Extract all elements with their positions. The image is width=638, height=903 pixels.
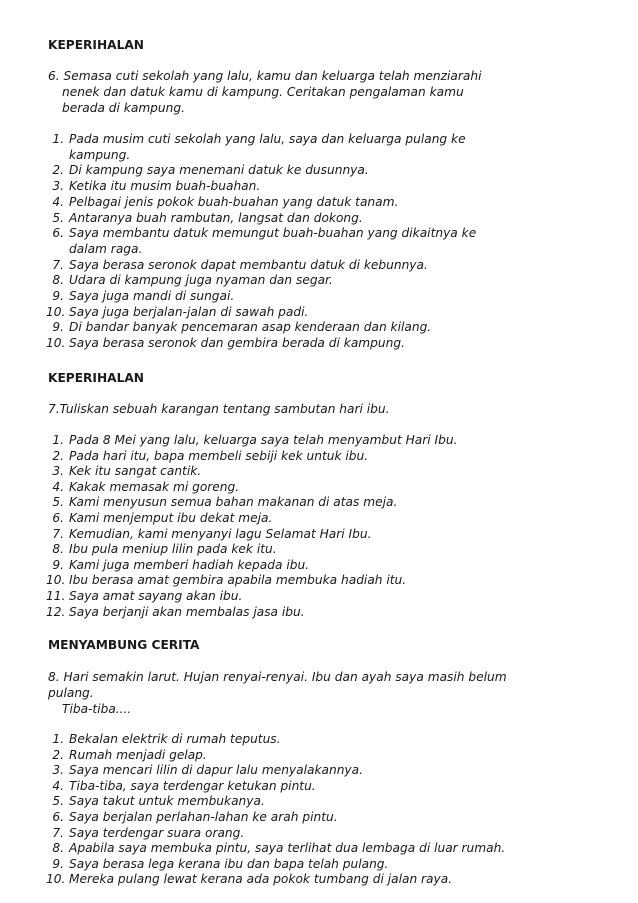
list-item-number: 10. xyxy=(46,573,66,588)
list-item-number: 4. xyxy=(52,194,64,209)
list-item-text: dalam raga. xyxy=(69,241,143,256)
list-item-number: 3. xyxy=(52,763,64,778)
section-1-question-line: 6. Semasa cuti sekolah yang lalu, kamu dan keluarga telah menziarahi xyxy=(48,69,482,83)
list-item-number: 2. xyxy=(52,163,64,178)
list-item-number: 4. xyxy=(52,778,64,793)
list-item-number: 9. xyxy=(52,856,64,871)
list-item-number: 12. xyxy=(46,604,66,619)
list-item-number: 4. xyxy=(52,479,64,494)
list-item-text: Saya berasa seronok dan gembira berada di kampung. xyxy=(69,336,405,351)
list-item-text: Antaranya buah rambutan, langsat dan dokong. xyxy=(69,210,363,225)
list-item-text: Saya berasa lega kerana ibu dan bapa telah pulang. xyxy=(69,856,389,871)
list-item-number: 9. xyxy=(52,557,64,572)
section-3-question-line: 8. Hari semakin larut. Hujan renyai-renyai. Ibu dan ayah saya masih belum xyxy=(48,670,507,684)
section-3-heading: MENYAMBUNG CERITA xyxy=(48,638,200,652)
list-item-text: Kemudian, kami menyanyi lagu Selamat Hari Ibu. xyxy=(69,526,372,541)
section-2-heading: KEPERIHALAN xyxy=(48,371,144,385)
list-item-text: Tiba-tiba, saya terdengar ketukan pintu. xyxy=(69,778,316,793)
list-item-text: Di kampung saya menemani datuk ke dusunnya. xyxy=(69,163,369,178)
list-item-text: Ketika itu musim buah-buahan. xyxy=(69,179,261,194)
section-3-question-line: Tiba-tiba.... xyxy=(62,702,132,716)
list-item-text: Saya amat sayang akan ibu. xyxy=(69,589,243,603)
list-item-text: Ibu pula meniup lilin pada kek itu. xyxy=(69,542,277,557)
list-item-text: Di bandar banyak pencemaran asap kenderaan dan kilang. xyxy=(69,320,432,335)
list-item-number: 5. xyxy=(52,794,64,809)
list-item-text: Kami juga memberi hadiah kepada ibu. xyxy=(69,557,310,572)
list-item-text: Saya berjalan perlahan-lahan ke arah pintu. xyxy=(69,810,338,824)
list-item-text: Saya juga mandi di sungai. xyxy=(69,289,235,303)
list-item-text: kampung. xyxy=(69,147,131,162)
list-item-text: Pada musim cuti sekolah yang lalu, saya dan keluarga pulang ke xyxy=(69,132,466,146)
section-1-question-line: berada di kampung. xyxy=(62,101,185,115)
list-item-text: Saya membantu datuk memungut buah-buahan yang dikaitnya ke xyxy=(69,226,477,241)
list-item-text: Saya mencari lilin di dapur lalu menyalakannya. xyxy=(69,763,363,778)
list-item-number: 6. xyxy=(52,810,64,824)
section-1-heading: KEPERIHALAN xyxy=(48,38,144,52)
list-item-number: 6. xyxy=(52,511,64,525)
list-item-text: Ibu berasa amat gembira apabila membuka hadiah itu. xyxy=(69,573,407,588)
list-item-text: Saya terdengar suara orang. xyxy=(69,825,245,840)
list-item-text: Bekalan elektrik di rumah teputus. xyxy=(69,732,281,746)
list-item-text: Rumah menjadi gelap. xyxy=(69,747,207,762)
list-item-text: Kakak memasak mi goreng. xyxy=(69,479,240,494)
list-item-number: 10. xyxy=(46,304,66,319)
list-item-text: Udara di kampung juga nyaman dan segar. xyxy=(69,273,333,288)
list-item-number: 3. xyxy=(52,179,64,194)
list-item-number: 8. xyxy=(52,542,64,557)
list-item-number: 2. xyxy=(52,448,64,463)
list-item-number: 8. xyxy=(52,841,64,856)
list-item-text: Saya berasa seronok dapat membantu datuk di kebunnya. xyxy=(69,257,428,272)
list-item-number: 6. xyxy=(52,226,64,241)
list-item-text: Apabila saya membuka pintu, saya terlihat dua lembaga di luar rumah. xyxy=(69,841,506,856)
section-2-question-line: 7.Tuliskan sebuah karangan tentang sambutan hari ibu. xyxy=(48,402,390,416)
list-item-number: 9. xyxy=(52,320,64,335)
section-1-question-line: nenek dan datuk kamu di kampung. Ceritakan pengalaman kamu xyxy=(62,85,464,99)
list-item-text: Saya berjanji akan membalas jasa ibu. xyxy=(69,604,305,619)
list-item-text: Pelbagai jenis pokok buah-buahan yang datuk tanam. xyxy=(69,194,399,209)
list-item-text: Kami menyusun semua bahan makanan di atas meja. xyxy=(69,495,398,510)
list-item-number: 2. xyxy=(52,747,64,762)
list-item-text: Kami menjemput ibu dekat meja. xyxy=(69,511,273,525)
list-item-number: 7. xyxy=(52,526,64,541)
list-item-number: 3. xyxy=(52,464,64,479)
list-item-number: 7. xyxy=(52,257,64,272)
list-item-text: Saya juga berjalan-jalan di sawah padi. xyxy=(69,304,309,319)
list-item-number: 10. xyxy=(46,336,66,351)
list-item-number: 7. xyxy=(52,825,64,840)
list-item-text: Mereka pulang lewat kerana ada pokok tumbang di jalan raya. xyxy=(69,872,453,887)
list-item-number: 9. xyxy=(52,289,64,303)
list-item-number: 11. xyxy=(46,589,66,603)
list-item-text: Pada 8 Mei yang lalu, keluarga saya telah menyambut Hari Ibu. xyxy=(69,433,458,447)
list-item-number: 1. xyxy=(52,433,64,447)
list-item-text: Pada hari itu, bapa membeli sebiji kek untuk ibu. xyxy=(69,448,369,463)
list-item-number: 8. xyxy=(52,273,64,288)
list-item-number: 1. xyxy=(52,132,64,146)
section-3-question-line: pulang. xyxy=(48,686,94,700)
list-item-number: 5. xyxy=(52,210,64,225)
list-item-text: Saya takut untuk membukanya. xyxy=(69,794,265,809)
list-item-number: 10. xyxy=(46,872,66,887)
list-item-number: 1. xyxy=(52,732,64,746)
list-item-number: 5. xyxy=(52,495,64,510)
list-item-text: Kek itu sangat cantik. xyxy=(69,464,202,479)
